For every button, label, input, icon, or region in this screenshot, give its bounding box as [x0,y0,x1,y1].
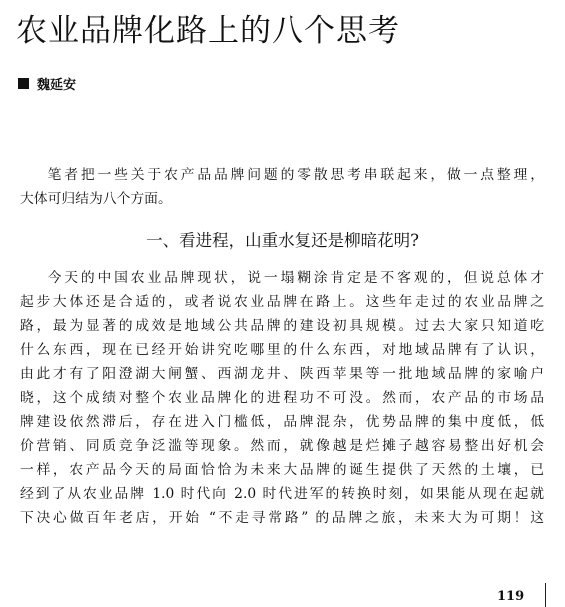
text-line: 晓，这个成绩对整个农业品牌化的进程功不可没。然而，农产品的市场品 [20,390,544,406]
text-line: 一样，农产品今天的局面恰恰为未来大品牌的诞生提供了天然的土壤，已 [20,462,544,478]
text-line: 牌建设依然滞后，存在进入门槛低，品牌混杂，优势品牌的集中度低，低 [20,414,544,430]
text-line: 下决心做百年老店，开始 “不走寻常路” 的品牌之旅，未来大为可期！这 [20,510,544,526]
text-line: 经到了从农业品牌 1.0 时代向 2.0 时代进军的转换时刻，如果能从现在起就 [20,486,544,502]
text-line: 大体可归结为八个方面。 [20,191,172,207]
intro-paragraph [20,163,544,211]
text-line: 起步大体还是合适的，或者说农业品牌在路上。这些年走过的农业品牌之 [20,294,544,310]
text-line: 笔者把一些关于农产品品牌问题的零散思考串联起来，做一点整理， [47,167,544,183]
page-number: 119 [497,589,525,604]
text-line: 由此才有了阳澄湖大闸蟹、西湖龙井、陕西苹果等一批地域品牌的家喻户 [20,366,544,382]
text-line: 价营销、同质竞争泛滥等现象。然而，就像越是烂摊子越容易整出好机会 [20,438,544,454]
byline [18,74,76,92]
text-line: 今天的中国农业品牌现状，说一塌糊涂肯定是不客观的，但说总体才 [47,270,544,286]
square-bullet-icon [18,78,29,89]
section-heading: 一、看进程，山重水复还是柳暗花明? [146,231,419,250]
article-title: 农业品牌化路上的八个思考 [16,13,400,49]
page-edge-rule [545,583,546,607]
text-line: 什么东西，现在已经开始讲究吃哪里的什么东西，对地域品牌有了认识， [20,342,544,358]
body-paragraph [20,266,544,530]
text-line: 路，最为显著的成效是地域公共品牌的建设初具规模。过去大家只知道吃 [20,318,544,334]
author-name: 魏延安 [37,77,77,93]
